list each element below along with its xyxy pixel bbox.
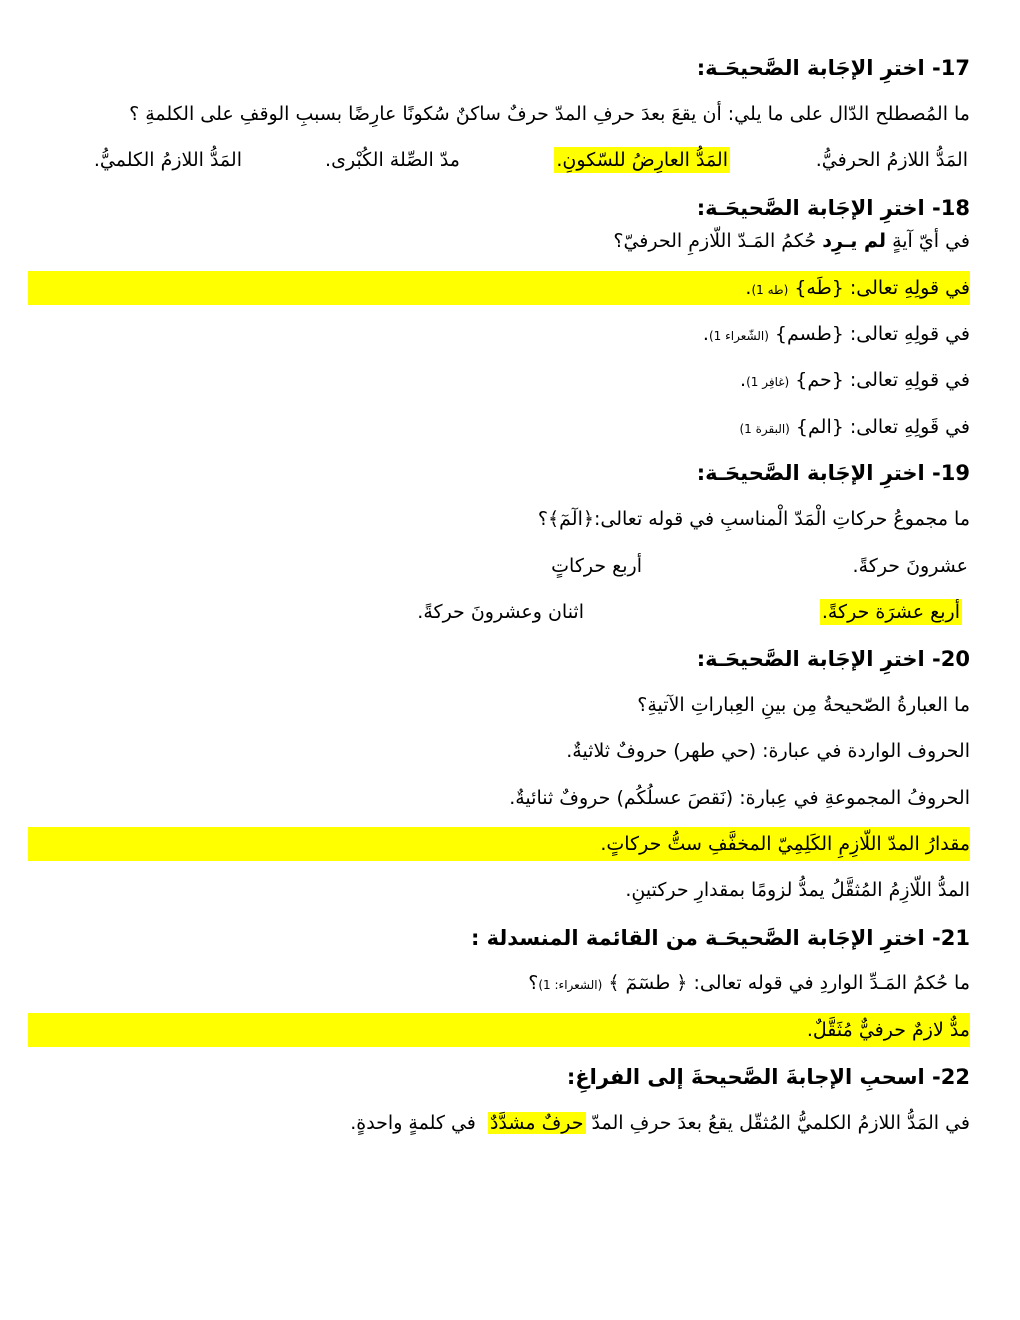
- q21-answer-text: مدٌّ لازمٌ حرفيٌّ مُثَقَّلٌ.: [806, 1019, 970, 1041]
- q22-text-after: في كلمةٍ واحدةٍ.: [350, 1112, 488, 1134]
- q21-dropdown-answer[interactable]: [28, 1013, 970, 1047]
- q19-title: 19- اخترِ الإجَابة الصَّحيحَـة:: [696, 461, 970, 485]
- q21-question-text: ما حُكمُ المَـدِّ الواردِ في قوله تعالى: ﴿ طسٓمٓ ﴾: [602, 972, 970, 994]
- q20-option-3-correct[interactable]: [28, 827, 970, 861]
- q17-option-1[interactable]: المَدُّ اللازمُ الحرفيُّ.: [815, 149, 968, 171]
- q20-option-1[interactable]: الحروف الواردة في عبارة: (حي طهر) حروفٌ ثلاثيةٌ.: [566, 740, 970, 762]
- q19-question: ما مجموعُ حركاتِ الْمَدّ الْمناسبِ في قوله تعالى:﴿الٓمٓ﴾؟: [537, 508, 970, 530]
- q18-option-3-suffix: .: [740, 369, 747, 391]
- q18-question-part-c: حُكمُ المَـدّ اللّازمِ الحرفيّ؟: [613, 230, 823, 252]
- q18-option-2-suffix: .: [702, 323, 709, 345]
- q18-option-3[interactable]: [28, 367, 970, 395]
- q18-title: 18- اخترِ الإجَابة الصَّحيحَـة:: [696, 196, 970, 220]
- q21-question-mark: ؟: [528, 972, 539, 994]
- q18-option-4-text: في قَولِهِ تعالى: {الم}: [795, 416, 970, 438]
- q18-option-3-ref: (غافِر 1): [746, 375, 790, 389]
- q18-option-2[interactable]: [28, 321, 970, 349]
- q19-option-4[interactable]: اثنان وعشرونَ حركةً.: [417, 601, 584, 623]
- q19-option-3-correct[interactable]: أربع عشرَة حركةً.: [821, 601, 960, 623]
- q18-option-2-ref: (الشّعراء 1): [708, 329, 769, 343]
- q20-option-3-text: مقدارُ المدّ اللّازِمِ الكَلِمِيّ المخفَّفِ ستُّ حركاتٍ.: [600, 833, 970, 855]
- q18-question: [28, 228, 970, 254]
- q22-sentence: [28, 1110, 970, 1136]
- q17-title: 17- اخترِ الإجَابة الصَّحيحَـة:: [696, 56, 970, 80]
- q19-option-2[interactable]: أربع حركاتٍ: [551, 555, 642, 577]
- q20-option-2[interactable]: الحروفُ المجموعةِ في عِبارة: (نَقصَ عسلُكُم) حروفٌ ثنائيةٌ.: [509, 787, 970, 809]
- q18-option-1-suffix: .: [745, 277, 752, 299]
- q18-option-4-ref: (البقرة 1): [739, 422, 790, 436]
- q21-question-ref: (الشعراء: 1): [538, 978, 603, 992]
- q17-option-2-correct[interactable]: المَدُّ العارِضُ للسّكونِ.: [556, 149, 728, 171]
- q22-drop-zone-answer[interactable]: حرفٌ مشدَّدٌ: [489, 1112, 584, 1134]
- q22-text-before: في المَدُّ اللازمُ الكلميُّ المُثقّل يقعُ بعدَ حرفِ المدّ: [585, 1112, 970, 1134]
- q18-option-1-correct[interactable]: [28, 271, 970, 305]
- q19-option-1[interactable]: عشرونَ حركةً.: [852, 555, 968, 577]
- q17-option-3[interactable]: مدّ الصِّلة الكُبْرى.: [325, 149, 460, 171]
- q18-option-2-text: في قولِهِ تعالى: {طسم}: [774, 323, 970, 345]
- q21-title: 21- اخترِ الإجَابة الصَّحيحَـة من القائمة المنسدلة :: [470, 926, 970, 950]
- q20-option-4[interactable]: المدُّ اللّازِمُ المُثقَّلُ يمدُّ لزومًا بمقدارِ حركتينِ.: [625, 879, 970, 901]
- q18-option-3-text: في قولِهِ تعالى: {حم}: [795, 369, 970, 391]
- q18-option-1-ref: (طه 1): [751, 283, 789, 297]
- q18-question-emphasis: لم يـرِد: [822, 230, 887, 252]
- q22-title: 22- اسحبِ الإجابةَ الصَّحيحةَ إلى الفراغِ:: [566, 1065, 970, 1089]
- q18-option-4[interactable]: [28, 414, 970, 442]
- q21-question: [28, 970, 970, 998]
- q18-option-1-text: في قولِهِ تعالى: {طَه}: [794, 277, 970, 299]
- q17-question: ما المُصطلح الدّال على ما يلي: أن يقعَ بعدَ حرفِ المدّ حرفٌ ساكنٌ سُكونًا عارِضًا بسببِ الوقفِ على الكلمةِ ؟: [129, 103, 970, 125]
- q18-question-part-a: في أيّ آيةٍ: [886, 230, 970, 252]
- q20-title: 20- اخترِ الإجَابة الصَّحيحَـة:: [696, 647, 970, 671]
- q17-option-4[interactable]: المَدُّ اللازمُ الكلميُّ.: [93, 149, 242, 171]
- q20-question: ما العبارةُ الصّحيحةُ مِن بينِ العِباراتِ الآتيةِ؟: [637, 694, 970, 716]
